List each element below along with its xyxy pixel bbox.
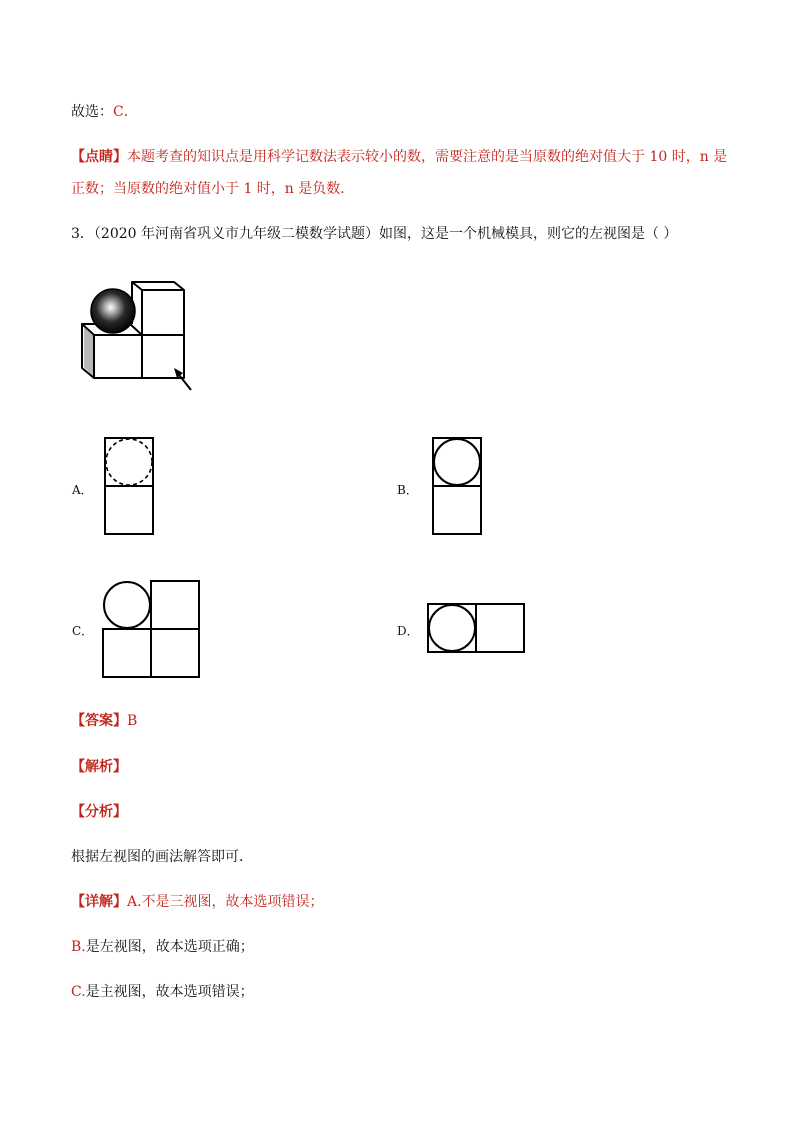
xiangjie-tag: 【详解】 <box>71 894 127 910</box>
option-a-figure[interactable] <box>104 437 154 535</box>
option-a-label: A． <box>72 483 93 497</box>
option-c-figure[interactable] <box>102 580 200 678</box>
xiangjie-text-2: 是左视图，故本选项正确； <box>85 939 254 955</box>
previous-answer-line <box>71 103 138 121</box>
option-d-circle <box>429 605 475 651</box>
fenxi-tag: 【分析】 <box>71 804 127 820</box>
xiangjie-line-3 <box>71 983 254 1001</box>
previous-answer-prefix: 故选： <box>71 104 113 120</box>
figure-ball <box>91 289 135 333</box>
xiangjie-line-2 <box>71 938 254 956</box>
dianjing-tag: 【点睛】 <box>71 149 127 165</box>
option-b-circle <box>434 439 480 485</box>
question-figure <box>76 278 206 393</box>
xiangjie-line-1 <box>71 893 324 911</box>
option-d-figure[interactable] <box>427 603 525 653</box>
question-text: 3．（2020 年河南省巩义市九年级二模数学试题）如图，这是一个机械模具，则它的左视图是（ ） <box>71 226 678 242</box>
xiangjie-prefix-3: C. <box>71 984 86 1000</box>
dianjing-text-1: 本题考查的知识点是用科学记数法表示较小的数，需要注意的是当原数的绝对值大于 10 时，n 是 <box>127 149 728 165</box>
dianjing-line-1 <box>71 148 727 166</box>
jiexi-tag: 【解析】 <box>71 759 127 775</box>
previous-answer-value: C． <box>113 104 138 120</box>
answer-tag: 【答案】 <box>71 713 127 729</box>
figure-cube-bottom-left <box>94 335 142 378</box>
dianjing-line-2: 正数；当原数的绝对值小于 1 时，n 是负数． <box>71 181 355 197</box>
xiangjie-prefix-2: B. <box>71 939 86 955</box>
option-c-label: C． <box>72 624 94 638</box>
figure-cube-top <box>142 290 184 335</box>
option-b-figure[interactable] <box>432 437 482 535</box>
option-a-dashed-circle <box>106 439 152 485</box>
option-b-label: B． <box>397 483 418 497</box>
answer-value: B <box>127 713 138 729</box>
xiangjie-text-1: A.不是三视图，故本选项错误； <box>127 894 324 910</box>
fenxi-text: 根据左视图的画法解答即可． <box>71 849 253 865</box>
option-d-label: D． <box>397 624 419 638</box>
answer-line <box>71 712 137 730</box>
option-c-circle <box>104 582 150 628</box>
xiangjie-text-3: 是主视图，故本选项错误； <box>85 984 254 1000</box>
